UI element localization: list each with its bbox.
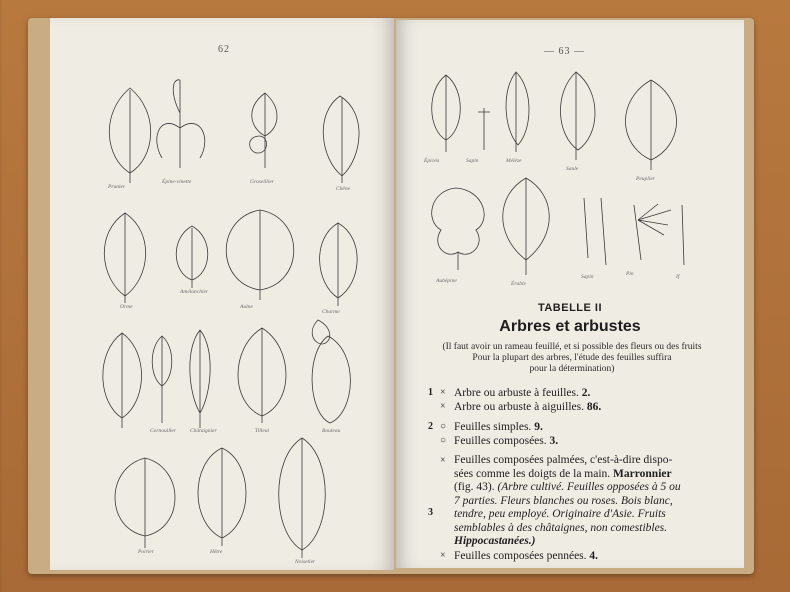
key-entry: × Feuilles composées pennées. 4. [440,549,599,562]
svg-text:Mélèze: Mélèze [506,158,522,164]
right-page-number: — 63 — [544,46,585,57]
key-entry: 1 × Arbre ou arbuste à feuilles. 2. [428,387,591,399]
intro-note: (Il faut avoir un rameau feuillé, et si possible des fleurs ou des fruits Pour la plupart des arbres, l'étude des feuilles suffira pour la détermination) [442,342,702,374]
svg-text:Chêne: Chêne [336,186,351,192]
svg-text:Prunier: Prunier [108,184,126,190]
svg-text:Noisetier: Noisetier [295,559,316,565]
svg-text:Amélanchier: Amélanchier [180,289,209,295]
svg-text:Groseillier: Groseillier [250,179,274,185]
table-title: TABELLE II [537,302,603,314]
svg-text:Saule: Saule [566,166,579,172]
svg-text:Châtaignier: Châtaignier [190,428,217,434]
svg-text:Épicéa: Épicéa [424,158,440,164]
svg-text:Peuplier: Peuplier [636,176,655,182]
right-page [396,20,744,568]
left-page [50,18,394,570]
leaf-illustrations-left [50,18,394,570]
svg-text:Sapin: Sapin [466,158,479,164]
svg-text:Épine-vinette: Épine-vinette [162,179,192,185]
svg-text:Bouleau: Bouleau [322,428,341,434]
svg-text:Aulne: Aulne [240,304,253,310]
svg-text:Sapin: Sapin [581,274,594,280]
leaf-illustrations-right [396,20,744,300]
identification-key [424,386,734,563]
svg-text:Orme: Orme [120,304,133,310]
key-entry: 2 ○ Feuilles simples. 9. [428,421,543,433]
key-entry: ○ Feuilles composées. 3. [440,435,559,447]
section-heading: Arbres et arbustes [499,318,641,335]
right-figure-captions [423,156,681,287]
svg-text:Hêtre: Hêtre [210,549,223,555]
svg-text:Cornouiller: Cornouiller [150,428,176,434]
svg-text:Poirier: Poirier [138,549,154,555]
svg-text:Tilleul: Tilleul [255,428,270,434]
key-entry: × Arbre ou arbuste à aiguilles. 86. [440,401,602,413]
svg-text:Charme: Charme [322,309,340,315]
svg-text:Érable: Érable [511,281,526,287]
svg-text:If: If [676,274,680,280]
key-entry-3: 3 × Feuilles composées palmées, c'est-à-dire dispo- sées comme les doigts de la main. Marronnier (fig. 43). (Arbre cultivé. Feuilles opposées à 5 ou 7 parties. Fleurs blanches ou roses. Bois blanc, tendre, peu employé. Originaire d'Asie. Fruits semblables à des châtaignes, non comestibles. Hippocastanées.) [428,454,681,547]
svg-text:Pin: Pin [626,271,634,277]
svg-text:Aubépine: Aubépine [436,278,457,284]
left-page-number: 62 [218,44,230,55]
